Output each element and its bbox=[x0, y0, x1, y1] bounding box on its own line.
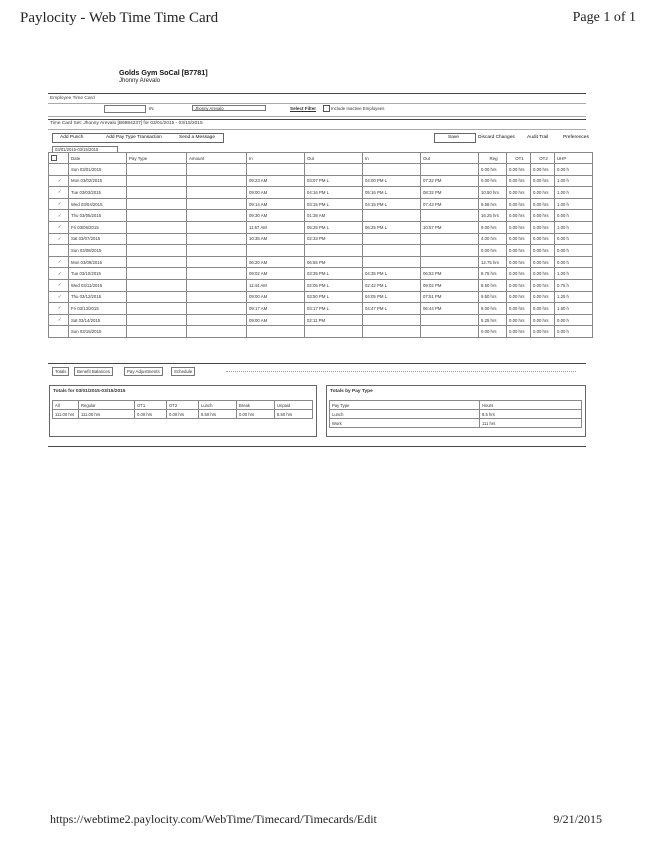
reg-hours: 9.00 hrs bbox=[479, 221, 507, 233]
timecard-row[interactable] bbox=[49, 187, 593, 199]
out-cell[interactable] bbox=[421, 164, 479, 176]
date-cell[interactable]: Sun 03/15/2015 bbox=[69, 326, 127, 338]
totals-header: Regular bbox=[79, 401, 135, 410]
in-cell[interactable]: 11:44 AM bbox=[247, 279, 305, 291]
out-cell[interactable] bbox=[305, 164, 363, 176]
amount-cell[interactable] bbox=[187, 326, 247, 338]
ot2-hours: 0.00 hrs bbox=[531, 175, 555, 187]
date-cell[interactable]: Sat 03/14/2015 bbox=[69, 314, 127, 326]
out-cell[interactable]: 07:43 PM bbox=[421, 198, 479, 210]
uhp-hours: 0.00 h bbox=[555, 233, 593, 245]
out-cell[interactable]: 10:57 PM bbox=[421, 221, 479, 233]
in-cell[interactable]: 04:15 PM L bbox=[363, 198, 421, 210]
column-header: In bbox=[247, 153, 305, 164]
ot2-hours: 0.00 hrs bbox=[531, 221, 555, 233]
uhp-hours: 1.00 h bbox=[555, 268, 593, 280]
out-cell[interactable]: 07:32 PM bbox=[421, 175, 479, 187]
totals-header: Break bbox=[237, 401, 275, 410]
timecard-set-label: Time Card Set: Jhonny Arevalo [B6884237] for 03/01/2015 - 03/15/2015 bbox=[50, 121, 203, 126]
row-checkbox[interactable]: ✓ bbox=[49, 210, 69, 222]
totals-header: OT2 bbox=[167, 401, 199, 410]
amount-cell[interactable] bbox=[187, 279, 247, 291]
row-checkbox[interactable]: ✓ bbox=[49, 268, 69, 280]
timecard-row[interactable] bbox=[49, 279, 593, 291]
divider bbox=[48, 363, 586, 364]
column-header: Reg bbox=[479, 153, 507, 164]
grid-header-row bbox=[49, 153, 593, 164]
ot2-hours: 0.00 hrs bbox=[531, 279, 555, 291]
amount-cell[interactable] bbox=[187, 303, 247, 315]
add-punch-button[interactable]: Add Punch bbox=[60, 135, 84, 140]
ot1-hours: 0.00 hrs bbox=[507, 164, 531, 176]
out-cell[interactable] bbox=[421, 256, 479, 268]
timecard-row[interactable] bbox=[49, 245, 593, 257]
in-cell[interactable] bbox=[363, 314, 421, 326]
in-cell[interactable]: 09:14 AM bbox=[247, 198, 305, 210]
pay-type-cell[interactable] bbox=[127, 303, 187, 315]
out-cell[interactable] bbox=[421, 245, 479, 257]
date-cell[interactable]: Tue 03/10/2015 bbox=[69, 268, 127, 280]
employee-card-label: Employee Time Card bbox=[50, 96, 95, 101]
date-cell[interactable]: Wed 03/04/2015 bbox=[69, 198, 127, 210]
row-checkbox[interactable]: ✓ bbox=[49, 198, 69, 210]
divider bbox=[226, 371, 576, 372]
tab-totals[interactable]: Totals bbox=[52, 367, 69, 376]
page-number: Page 1 of 1 bbox=[572, 10, 636, 25]
column-header: Pay Type bbox=[127, 153, 187, 164]
ot2-hours: 0.00 hrs bbox=[531, 233, 555, 245]
date-cell[interactable]: Thu 03/12/2015 bbox=[69, 291, 127, 303]
pay-type-title: Totals by Pay Type bbox=[330, 389, 373, 394]
reg-hours: 8.50 hrs bbox=[479, 279, 507, 291]
pay-type-header: Hours bbox=[480, 401, 582, 410]
in-cell[interactable] bbox=[247, 164, 305, 176]
out-cell[interactable]: 04:16 PM L bbox=[305, 187, 363, 199]
timecard-row[interactable] bbox=[49, 314, 593, 326]
reg-hours: 0.00 hrs bbox=[479, 245, 507, 257]
in-cell[interactable]: 05:16 PM L bbox=[363, 187, 421, 199]
amount-cell[interactable] bbox=[187, 221, 247, 233]
totals-value: 0.00 hrs bbox=[167, 410, 199, 419]
ot1-hours: 0.00 hrs bbox=[507, 268, 531, 280]
preferences-button[interactable]: Preferences bbox=[563, 135, 589, 140]
amount-cell[interactable] bbox=[187, 175, 247, 187]
out-cell[interactable]: 03:50 PM L bbox=[305, 291, 363, 303]
reg-hours: 5.25 hrs bbox=[479, 314, 507, 326]
date-cell[interactable]: Sat 03/07/2015 bbox=[69, 233, 127, 245]
ot1-hours: 0.00 hrs bbox=[507, 279, 531, 291]
reg-hours: 0.00 hrs bbox=[479, 175, 507, 187]
pay-type-cell[interactable] bbox=[127, 175, 187, 187]
totals-title: Totals for 03/01/2015-03/15/2015 bbox=[53, 389, 126, 394]
pay-type-header: Pay Type bbox=[330, 401, 480, 410]
reg-hours: 9.58 hrs bbox=[479, 198, 507, 210]
date-cell[interactable]: Wed 03/11/2015 bbox=[69, 279, 127, 291]
timecard-row[interactable] bbox=[49, 233, 593, 245]
ot2-hours: 0.00 hrs bbox=[531, 164, 555, 176]
in-cell[interactable]: 04:35 PM L bbox=[363, 268, 421, 280]
ot2-hours: 0.00 hrs bbox=[531, 245, 555, 257]
discard-changes-button[interactable]: Discard Changes bbox=[478, 135, 515, 140]
timecard-row[interactable] bbox=[49, 210, 593, 222]
pay-type-cell[interactable] bbox=[127, 164, 187, 176]
out-cell[interactable] bbox=[305, 326, 363, 338]
date-cell[interactable]: Thu 03/05/2015 bbox=[69, 210, 127, 222]
in-cell[interactable]: 04:05 PM L bbox=[363, 291, 421, 303]
timecard-screenshot bbox=[46, 60, 589, 452]
timecard-row[interactable] bbox=[49, 291, 593, 303]
pay-type-cell[interactable] bbox=[127, 198, 187, 210]
out-cell[interactable]: 06:52 PM bbox=[421, 268, 479, 280]
timecard-row[interactable] bbox=[49, 268, 593, 280]
out-cell[interactable]: 01:38 AM bbox=[305, 210, 363, 222]
amount-cell[interactable] bbox=[187, 256, 247, 268]
in-cell[interactable]: 09:23 AM bbox=[247, 175, 305, 187]
print-footer-date: 9/21/2015 bbox=[553, 812, 602, 826]
uhp-hours: 1.00 h bbox=[555, 198, 593, 210]
pay-type-cell[interactable] bbox=[127, 210, 187, 222]
audit-trail-button[interactable]: Audit Trail bbox=[527, 135, 549, 140]
amount-cell[interactable] bbox=[187, 314, 247, 326]
row-checkbox[interactable] bbox=[49, 326, 69, 338]
row-checkbox[interactable]: ✓ bbox=[49, 233, 69, 245]
column-header: Date bbox=[69, 153, 127, 164]
reg-hours: 9.50 hrs bbox=[479, 291, 507, 303]
column-header: UHP bbox=[555, 153, 593, 164]
divider bbox=[48, 116, 586, 117]
timecard-row[interactable] bbox=[49, 198, 593, 210]
timecard-row[interactable] bbox=[49, 326, 593, 338]
out-cell[interactable]: 03:35 PM L bbox=[305, 268, 363, 280]
out-cell[interactable]: 03:07 PM L bbox=[305, 175, 363, 187]
ot1-hours: 0.00 hrs bbox=[507, 187, 531, 199]
amount-cell[interactable] bbox=[187, 291, 247, 303]
uhp-hours: 1.00 h bbox=[555, 187, 593, 199]
ot1-hours: 0.00 hrs bbox=[507, 303, 531, 315]
timecard-row[interactable] bbox=[49, 175, 593, 187]
column-header: Out bbox=[421, 153, 479, 164]
column-header: Amount bbox=[187, 153, 247, 164]
out-cell[interactable]: 06:55 PM bbox=[305, 256, 363, 268]
row-checkbox[interactable]: ✓ bbox=[49, 221, 69, 233]
reg-hours: 12.75 hrs bbox=[479, 256, 507, 268]
send-message-button[interactable]: Send a Message bbox=[179, 135, 216, 140]
ot1-hours: 0.00 hrs bbox=[507, 256, 531, 268]
out-cell[interactable]: 02:33 PM bbox=[305, 233, 363, 245]
row-checkbox[interactable]: ✓ bbox=[49, 303, 69, 315]
select-filter-link[interactable]: Select Filter bbox=[290, 106, 317, 111]
ot2-hours: 0.00 hrs bbox=[531, 256, 555, 268]
amount-cell[interactable] bbox=[187, 245, 247, 257]
in-cell[interactable]: 04:47 PM L bbox=[363, 303, 421, 315]
date-cell[interactable]: Tue 03/03/2015 bbox=[69, 187, 127, 199]
divider bbox=[48, 103, 586, 104]
date-range-tab[interactable]: 03/01/2015-03/15/2015 bbox=[52, 146, 118, 152]
reg-hours: 4.00 hrs bbox=[479, 233, 507, 245]
ot2-hours: 0.00 hrs bbox=[531, 210, 555, 222]
date-cell[interactable]: Mon 03/09/2015 bbox=[69, 256, 127, 268]
tab-pay-adjustments[interactable]: Pay Adjustments bbox=[124, 367, 163, 376]
pay-type-cell[interactable] bbox=[127, 233, 187, 245]
in-cell[interactable]: 09:02 AM bbox=[247, 268, 305, 280]
row-checkbox[interactable]: ✓ bbox=[49, 279, 69, 291]
timecard-row[interactable] bbox=[49, 164, 593, 176]
reg-hours: 8.00 hrs bbox=[479, 303, 507, 315]
ot1-hours: 0.00 hrs bbox=[507, 245, 531, 257]
column-header: Out bbox=[305, 153, 363, 164]
pay-type-cell[interactable] bbox=[127, 256, 187, 268]
row-checkbox[interactable] bbox=[49, 245, 69, 257]
pay-type-cell[interactable] bbox=[127, 291, 187, 303]
uhp-hours: 1.00 h bbox=[555, 175, 593, 187]
date-cell[interactable]: Mon 03/02/2015 bbox=[69, 175, 127, 187]
in-cell[interactable] bbox=[363, 256, 421, 268]
lookup-label: IN bbox=[149, 106, 154, 111]
ot2-hours: 0.00 hrs bbox=[531, 187, 555, 199]
uhp-hours: 0.00 h bbox=[555, 210, 593, 222]
timecard-row[interactable] bbox=[49, 221, 593, 233]
employee-lookup-input[interactable] bbox=[104, 105, 146, 113]
row-checkbox[interactable]: ✓ bbox=[49, 314, 69, 326]
ot2-hours: 0.00 hrs bbox=[531, 268, 555, 280]
pay-type-hours: 8.5 hrs bbox=[480, 410, 582, 419]
out-cell[interactable]: 03:15 PM L bbox=[305, 198, 363, 210]
out-cell[interactable] bbox=[421, 210, 479, 222]
uhp-hours: 1.25 h bbox=[555, 291, 593, 303]
divider bbox=[48, 93, 586, 94]
amount-cell[interactable] bbox=[187, 268, 247, 280]
out-cell[interactable] bbox=[421, 314, 479, 326]
uhp-hours: 0.00 h bbox=[555, 256, 593, 268]
row-checkbox[interactable]: ✓ bbox=[49, 175, 69, 187]
totals-value: 8.50 hrs bbox=[199, 410, 237, 419]
timecard-row[interactable] bbox=[49, 303, 593, 315]
in-cell[interactable] bbox=[363, 233, 421, 245]
in-cell[interactable]: 09:00 AM bbox=[247, 187, 305, 199]
timecard-grid bbox=[48, 152, 593, 338]
reg-hours: 0.00 hrs bbox=[479, 164, 507, 176]
include-inactive-label: Include Inactive Employees bbox=[331, 106, 385, 111]
out-cell[interactable]: 03:17 PM L bbox=[305, 303, 363, 315]
pay-type-cell[interactable] bbox=[127, 221, 187, 233]
in-cell[interactable]: 10:35 AM bbox=[247, 233, 305, 245]
ot1-hours: 0.00 hrs bbox=[507, 233, 531, 245]
divider bbox=[48, 129, 586, 130]
totals-table bbox=[52, 400, 313, 419]
ot1-hours: 0.00 hrs bbox=[507, 198, 531, 210]
totals-value: 0.00 hrs bbox=[135, 410, 167, 419]
out-cell[interactable]: 07:51 PM bbox=[421, 291, 479, 303]
totals-value: 8.50 hrs bbox=[275, 410, 313, 419]
out-cell[interactable]: 06:44 PM bbox=[421, 303, 479, 315]
amount-cell[interactable] bbox=[187, 164, 247, 176]
ot2-hours: 0.00 hrs bbox=[531, 198, 555, 210]
row-checkbox[interactable] bbox=[49, 164, 69, 176]
ot1-hours: 0.00 hrs bbox=[507, 210, 531, 222]
timecard-row[interactable] bbox=[49, 256, 593, 268]
in-cell[interactable] bbox=[363, 210, 421, 222]
ot2-hours: 0.00 hrs bbox=[531, 303, 555, 315]
row-checkbox[interactable]: ✓ bbox=[49, 291, 69, 303]
save-button[interactable]: Save bbox=[448, 135, 459, 140]
select-all-checkbox[interactable] bbox=[49, 153, 69, 164]
in-cell[interactable]: 06:20 AM bbox=[247, 256, 305, 268]
reg-hours: 10.50 hrs bbox=[479, 187, 507, 199]
out-cell[interactable]: 02:11 PM bbox=[305, 314, 363, 326]
in-cell[interactable]: 04:00 PM L bbox=[363, 175, 421, 187]
include-inactive-checkbox[interactable] bbox=[323, 105, 330, 112]
date-cell[interactable]: Sun 03/01/2015 bbox=[69, 164, 127, 176]
company-name: Golds Gym SoCal [B7781] bbox=[119, 68, 208, 77]
totals-header: All bbox=[53, 401, 79, 410]
date-cell[interactable]: Fri 03/06/2015 bbox=[69, 221, 127, 233]
row-checkbox[interactable]: ✓ bbox=[49, 256, 69, 268]
uhp-hours: 1.50 h bbox=[555, 303, 593, 315]
pay-type-name: Work bbox=[330, 419, 480, 428]
totals-header: Lunch bbox=[199, 401, 237, 410]
reg-hours: 8.75 hrs bbox=[479, 268, 507, 280]
column-header: OT1 bbox=[507, 153, 531, 164]
totals-panel bbox=[49, 385, 317, 437]
in-cell[interactable]: 06:25 PM L bbox=[363, 221, 421, 233]
in-cell[interactable] bbox=[247, 326, 305, 338]
pay-type-cell[interactable] bbox=[127, 279, 187, 291]
ot1-hours: 0.00 hrs bbox=[507, 291, 531, 303]
pay-type-cell[interactable] bbox=[127, 187, 187, 199]
reg-hours: 0.00 hrs bbox=[479, 326, 507, 338]
out-cell[interactable] bbox=[421, 233, 479, 245]
pay-type-totals-panel bbox=[326, 385, 586, 437]
uhp-hours: 0.00 h bbox=[555, 326, 593, 338]
in-cell[interactable] bbox=[363, 326, 421, 338]
print-footer-url: https://webtime2.paylocity.com/WebTime/Timecard/Timecards/Edit bbox=[50, 812, 377, 826]
out-cell[interactable] bbox=[421, 326, 479, 338]
in-cell[interactable] bbox=[363, 164, 421, 176]
divider bbox=[48, 119, 586, 120]
ot2-hours: 0.00 hrs bbox=[531, 314, 555, 326]
in-cell[interactable]: 09:00 AM bbox=[247, 291, 305, 303]
ot2-hours: 0.00 hrs bbox=[531, 326, 555, 338]
amount-cell[interactable] bbox=[187, 210, 247, 222]
date-cell[interactable]: Fri 03/13/2015 bbox=[69, 303, 127, 315]
pay-type-cell[interactable] bbox=[127, 326, 187, 338]
uhp-hours: 0.75 h bbox=[555, 279, 593, 291]
in-cell[interactable]: 09:30 AM bbox=[247, 210, 305, 222]
out-cell[interactable]: 05:25 PM L bbox=[305, 221, 363, 233]
column-header: OT2 bbox=[531, 153, 555, 164]
add-pay-type-button[interactable]: Add Pay Type Transaction bbox=[106, 135, 162, 140]
uhp-hours: 0.00 h bbox=[555, 314, 593, 326]
in-cell[interactable] bbox=[363, 245, 421, 257]
uhp-hours: 0.00 h bbox=[555, 164, 593, 176]
pay-type-hours: 111 hrs bbox=[480, 419, 582, 428]
out-cell[interactable] bbox=[305, 245, 363, 257]
in-cell[interactable]: 11:57 AM bbox=[247, 221, 305, 233]
divider bbox=[48, 446, 586, 447]
ot1-hours: 0.00 hrs bbox=[507, 221, 531, 233]
totals-header: Unpaid bbox=[275, 401, 313, 410]
ot1-hours: 0.00 hrs bbox=[507, 314, 531, 326]
reg-hours: 16.25 hrs bbox=[479, 210, 507, 222]
amount-cell[interactable] bbox=[187, 233, 247, 245]
totals-header: OT1 bbox=[135, 401, 167, 410]
pay-type-name: Lunch bbox=[330, 410, 480, 419]
pay-type-cell[interactable] bbox=[127, 268, 187, 280]
out-cell[interactable]: 02:05 PM L bbox=[305, 279, 363, 291]
pay-type-cell[interactable] bbox=[127, 245, 187, 257]
out-cell[interactable]: 09:02 PM bbox=[421, 279, 479, 291]
uhp-hours: 1.00 h bbox=[555, 221, 593, 233]
in-cell[interactable]: 09:17 AM bbox=[247, 303, 305, 315]
pay-type-cell[interactable] bbox=[127, 314, 187, 326]
tab-benefit-balances[interactable]: Benefit Balances bbox=[74, 367, 113, 376]
employee-name: Jhonny Arevalo bbox=[119, 78, 161, 84]
out-cell[interactable]: 08:32 PM bbox=[421, 187, 479, 199]
in-cell[interactable]: 09:00 AM bbox=[247, 314, 305, 326]
in-cell[interactable]: 02:42 PM L bbox=[363, 279, 421, 291]
totals-value: 111.00 hrs bbox=[53, 410, 79, 419]
amount-cell[interactable] bbox=[187, 198, 247, 210]
date-cell[interactable]: Sun 03/08/2015 bbox=[69, 245, 127, 257]
ot1-hours: 0.00 hrs bbox=[507, 326, 531, 338]
ot2-hours: 0.00 hrs bbox=[531, 291, 555, 303]
ot1-hours: 0.00 hrs bbox=[507, 175, 531, 187]
column-header: In bbox=[363, 153, 421, 164]
employee-select[interactable]: Jhonny Arevalo bbox=[192, 105, 266, 111]
totals-value: 0.00 hrs bbox=[237, 410, 275, 419]
row-checkbox[interactable]: ✓ bbox=[49, 187, 69, 199]
tab-schedule[interactable]: Schedule bbox=[171, 367, 195, 376]
in-cell[interactable] bbox=[247, 245, 305, 257]
uhp-hours: 0.00 h bbox=[555, 245, 593, 257]
amount-cell[interactable] bbox=[187, 187, 247, 199]
totals-value: 111.00 hrs bbox=[79, 410, 135, 419]
print-header-title: Paylocity - Web Time Time Card bbox=[20, 10, 219, 26]
pay-type-table bbox=[329, 400, 582, 428]
